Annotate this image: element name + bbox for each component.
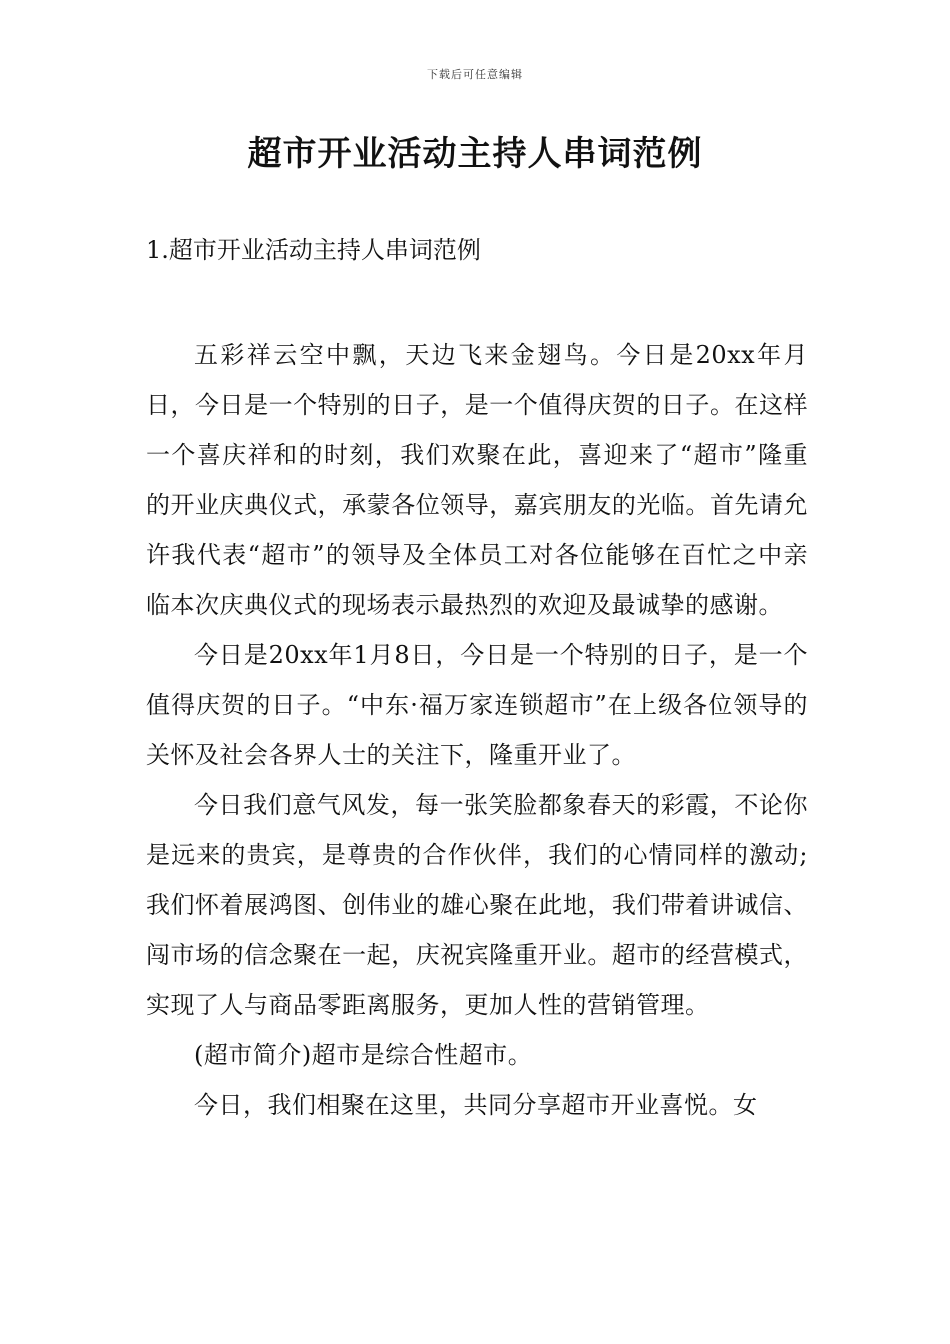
document-title: 超市开业活动主持人串词范例 [247, 134, 703, 174]
paragraph-4: (超市简介)超市是综合性超市。 [194, 1041, 533, 1069]
paragraph-1: 五彩祥云空中飘，天边飞来金翅鸟。今日是20xx年月日，今日是一个特别的日子，是一个值得庆贺的日子。在这样一个喜庆祥和的时刻，我们欢聚在此，喜迎来了“超市”隆重的开业庆典仪式，承蒙各位领导，嘉宾朋友的光临。首先请允许我代表“超市”的领导及全体员工对各位能够在百忙之中亲临本次庆典仪式的现场表示最热烈的欢迎及最诚挚的感谢。 [146, 341, 808, 619]
paragraph-5: 今日，我们相聚在这里，共同分享超市开业喜悦。女 [194, 1091, 758, 1119]
paragraph-2: 今日是20xx年1月8日，今日是一个特别的日子，是一个值得庆贺的日子。“中东·福万家连锁超市”在上级各位领导的关怀及社会各界人士的关注下，隆重开业了。 [146, 641, 808, 769]
section-heading: 1.超市开业活动主持人串词范例 [146, 236, 481, 264]
body-text [146, 330, 808, 1130]
header-note: 下载后可任意编辑 [427, 68, 523, 81]
paragraph-3: 今日我们意气风发，每一张笑脸都象春天的彩霞，不论你是远来的贵宾，是尊贵的合作伙伴，我们的心情同样的激动;我们怀着展鸿图、创伟业的雄心聚在此地，我们带着讲诚信、闯市场的信念聚在一起，庆祝宾隆重开业。超市的经营模式，实现了人与商品零距离服务，更加人性的营销管理。 [146, 791, 808, 1019]
